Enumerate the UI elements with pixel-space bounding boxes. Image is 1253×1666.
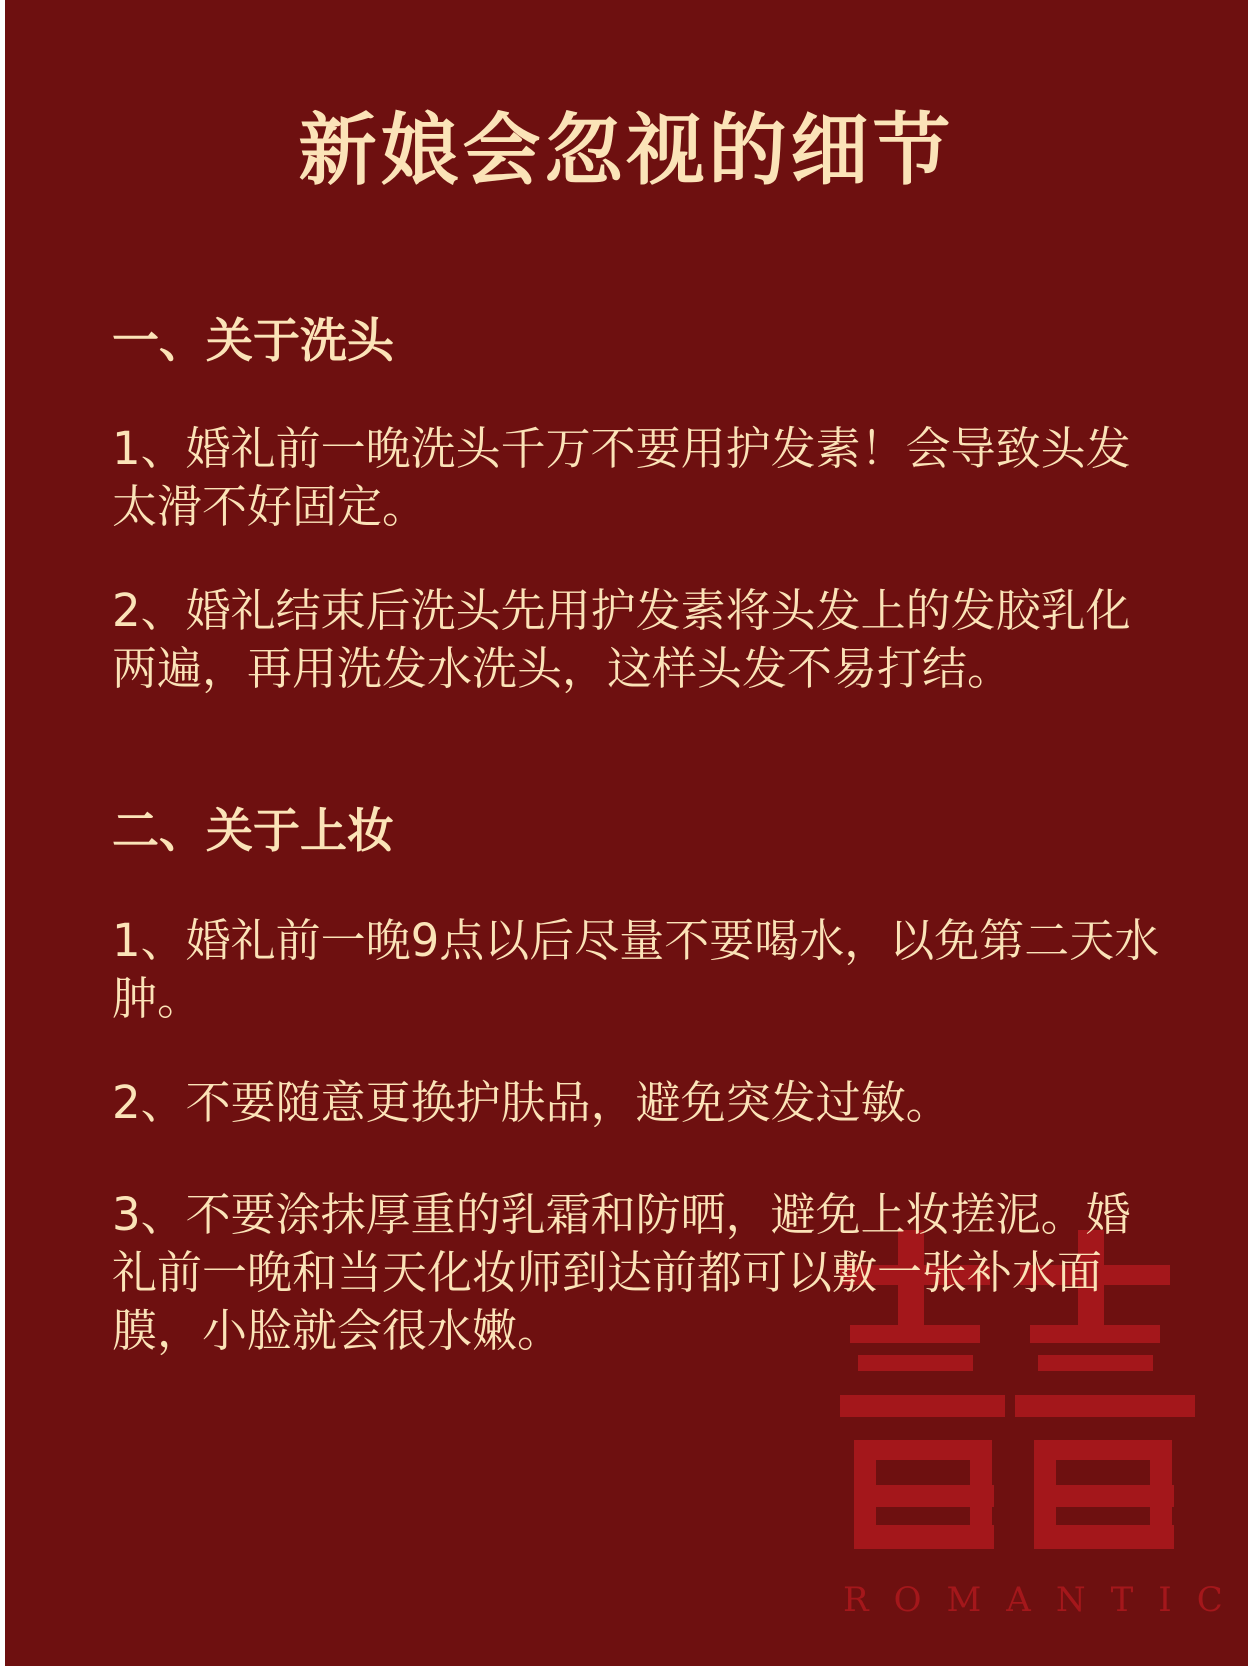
page-title: 新娘会忽视的细节 <box>298 106 955 196</box>
list-item: 1、婚礼前一晚9点以后尽量不要喝水，以免第二天水肿。 <box>112 914 1160 1025</box>
poster-card <box>5 0 1248 1666</box>
section-heading-makeup: 二、关于上妆 <box>112 804 394 859</box>
list-item: 2、不要随意更换护肤品，避免突发过敏。 <box>112 1076 951 1129</box>
list-item: 1、婚礼前一晚洗头千万不要用护发素！会导致头发太滑不好固定。 <box>112 422 1131 533</box>
list-item: 2、婚礼结束后洗头先用护发素将头发上的发胶乳化两遍，再用洗发水洗头，这样头发不易打结。 <box>112 584 1131 695</box>
list-item: 3、不要涂抹厚重的乳霜和防晒，避免上妆搓泥。婚礼前一晚和当天化妆师到达前都可以敷一张补水面膜，小脸就会很水嫩。 <box>112 1188 1131 1357</box>
watermark-text: ROMANTIC <box>843 1580 1248 1620</box>
section-heading-hair: 一、关于洗头 <box>112 314 394 369</box>
